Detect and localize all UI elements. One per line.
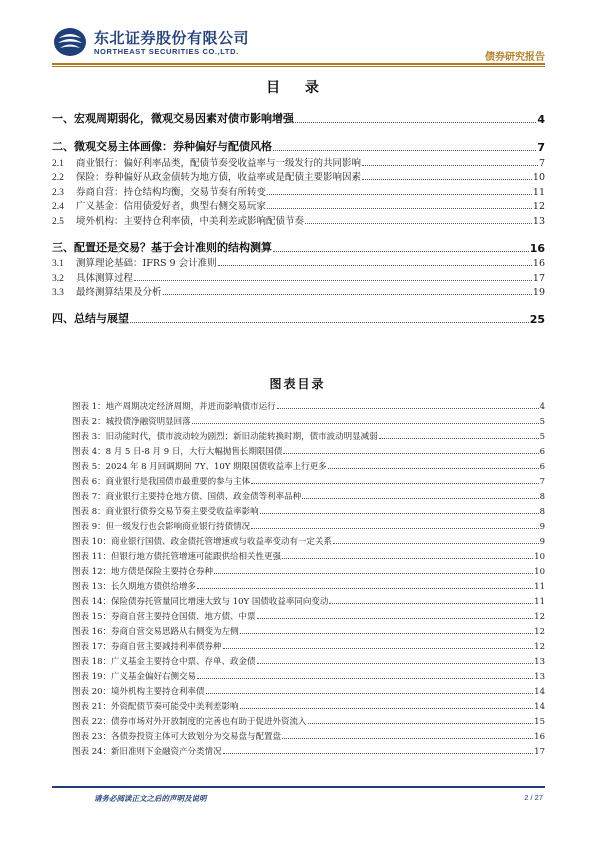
section-gap: [52, 298, 545, 306]
figure-entry-label: 图表 22：债券市场对外开放制度的完善也有助于促进外资流入: [72, 717, 307, 727]
figure-entry[interactable]: [72, 712, 545, 727]
toc-title: 目 录: [266, 80, 329, 96]
figure-entry-page: 13: [534, 672, 545, 682]
figure-entry-label: 图表 13：长久期地方债供给增多: [72, 582, 197, 592]
figure-entry[interactable]: [72, 682, 545, 697]
toc-subsection[interactable]: [52, 255, 545, 270]
toc-section-page: 4: [537, 113, 545, 126]
dot-leader: [163, 294, 532, 295]
figure-entry-label: 图表 17：券商自营主要减持利率债券种: [72, 642, 222, 652]
dot-leader: [130, 322, 529, 323]
figure-entry-label: 图表 3：旧动能时代，债市波动较为剧烈；新旧动能转换时期，债市波动明显减弱: [72, 432, 378, 442]
figure-entry[interactable]: [72, 442, 545, 457]
figure-entry[interactable]: [72, 652, 545, 667]
toc-subsection[interactable]: [52, 198, 545, 213]
dot-leader: [251, 528, 538, 529]
dot-leader: [329, 603, 533, 604]
figure-entry-page: 6: [539, 447, 545, 457]
figure-entry[interactable]: [72, 577, 545, 592]
toc-subsection-text: 具体测算过程: [76, 272, 134, 284]
figure-entry-label: 图表 20：境外机构主要持仓利率债: [72, 687, 205, 697]
toc-section[interactable]: [52, 136, 545, 154]
figure-entry[interactable]: [72, 697, 545, 712]
figure-entry-page: 17: [534, 747, 545, 757]
toc-section-page: 25: [529, 313, 545, 326]
figure-entry[interactable]: [72, 607, 545, 622]
section-gap: [52, 227, 545, 235]
toc-subsection-text: 广义基金：信用债爱好者，典型右侧交易玩家: [76, 201, 267, 212]
dot-leader: [333, 543, 539, 544]
figure-entry-page: 12: [534, 642, 545, 652]
figure-entry-page: 5: [539, 432, 545, 442]
figure-entry-label: 图表 18：广义基金主要持仓中票、存单、政金债: [72, 657, 256, 667]
figure-entry-label: 图表 14：保险债券托管量同比增速大致与 10Y 国债收益率同向变动: [72, 597, 329, 607]
page-indicator: 2 / 27: [524, 793, 543, 802]
figure-entry-label: 图表 21：外资配债节奏可能受中美利差影响: [72, 702, 239, 712]
toc-subsection-text: 券商自营：持仓结构均衡，交易节奏有所转变: [76, 186, 267, 198]
figure-entry-page: 11: [534, 582, 545, 592]
figure-entry-label: 图表 4：8 月 5 日-8 月 9 日，大行大幅抛售长期限国债: [72, 447, 283, 457]
toc-subsection-page: 10: [532, 172, 545, 183]
dot-leader: [197, 588, 533, 589]
toc-subsection[interactable]: [52, 183, 545, 198]
figure-entry-page: 12: [534, 627, 545, 637]
toc-subsection-label: [52, 284, 162, 298]
dot-leader: [295, 122, 536, 123]
figure-entry[interactable]: [72, 472, 545, 487]
toc-subsection-text: 保险：券种偏好从政金债转为地方债，收益率或是配债主要影响因素: [76, 172, 362, 183]
dot-leader: [308, 723, 534, 724]
figure-entry-page: 8: [539, 507, 545, 517]
dot-leader: [197, 678, 533, 679]
figure-entry-label: 图表 7：商业银行主要持仓地方债、国债、政金债等利率品种: [72, 492, 302, 502]
dot-leader: [257, 618, 534, 619]
figure-entry-label: 图表 6：商业银行是我国债市最重要的参与主体: [72, 477, 251, 487]
figure-entry-page: 12: [534, 612, 545, 622]
toc-subsection-text: 最终测算结果及分析: [76, 287, 162, 298]
company-name-cn: 东北证券股份有限公司: [94, 29, 250, 47]
toc-subsection-number: 2.2: [52, 173, 64, 183]
toc-subsection-label: [52, 255, 217, 269]
figure-entry-page: 10: [534, 567, 545, 577]
figure-entry-label: 图表 16：券商自营交易思路从右侧变为左侧: [72, 627, 239, 637]
figures-title: 图表目录: [269, 377, 326, 391]
toc-subsection-page: 13: [532, 215, 545, 227]
toc-section-page: 7: [537, 141, 545, 154]
figure-entry[interactable]: [72, 427, 545, 442]
toc-subsection-page: 11: [532, 186, 545, 198]
figure-entry-page: 9: [539, 537, 545, 547]
dot-leader: [134, 280, 532, 281]
toc-subsection[interactable]: [52, 154, 545, 169]
dot-leader: [251, 483, 538, 484]
figure-entry-page: 6: [539, 462, 545, 472]
figure-entry[interactable]: [72, 502, 545, 517]
dot-leader: [223, 753, 534, 754]
toc-subsection-number: 2.1: [52, 158, 64, 169]
dot-leader: [240, 708, 534, 709]
figure-entry-page: 9: [539, 522, 545, 532]
toc-section[interactable]: [52, 108, 545, 126]
figure-entry[interactable]: [72, 532, 545, 547]
figure-entry[interactable]: [72, 622, 545, 637]
figure-entry-page: 10: [534, 552, 545, 562]
toc-section[interactable]: [52, 237, 545, 255]
figure-entry[interactable]: [72, 397, 545, 412]
dot-leader: [282, 738, 533, 739]
toc-subsection-number: 3.2: [52, 273, 64, 284]
toc-section-label: 四、总结与展望: [52, 312, 129, 325]
toc-subsection-number: 2.3: [52, 187, 64, 198]
toc-subsection-label: [52, 184, 266, 198]
toc-subsection-label: [52, 213, 304, 227]
figure-entry-label: 图表 19：广义基金偏好右侧交易: [72, 672, 197, 682]
toc-subsection-label: [52, 155, 361, 169]
figure-entry[interactable]: [72, 487, 545, 502]
figure-entry-label: 图表 23：各债券投资主体可大致划分为交易盘与配置盘: [72, 732, 282, 742]
figure-entry-page: 11: [534, 597, 545, 607]
toc-subsection-label: [52, 169, 361, 183]
dot-leader: [218, 265, 532, 266]
toc-subsection-page: 7: [538, 157, 545, 169]
dot-leader: [192, 423, 539, 424]
figure-entry[interactable]: [72, 727, 545, 742]
dot-leader: [305, 223, 532, 224]
figure-entry[interactable]: [72, 412, 545, 427]
figure-entry[interactable]: [72, 592, 545, 607]
toc-section[interactable]: [52, 308, 545, 326]
figure-list: [72, 397, 545, 757]
figure-entry[interactable]: [72, 667, 545, 682]
figure-entry[interactable]: [72, 547, 545, 562]
toc-subsection[interactable]: [52, 284, 545, 299]
toc-subsection-text: 境外机构：主要持仓利率债，中美利差或影响配债节奏: [76, 215, 305, 227]
dot-leader: [302, 498, 538, 499]
figure-entry[interactable]: [72, 517, 545, 532]
dot-leader: [223, 648, 534, 649]
toc-subsection-page: 16: [532, 258, 545, 269]
section-gap: [52, 126, 545, 134]
toc-subsection[interactable]: [52, 169, 545, 184]
figure-entry-page: 7: [539, 477, 545, 487]
figure-entry-label: 图表 10：商业银行国债、政金债托管增速或与收益率变动有一定关系: [72, 537, 333, 547]
figure-entry-label: 图表 1：地产周期决定经济周期，并进而影响债市运行: [72, 402, 276, 412]
toc-subsection-number: 2.4: [52, 202, 64, 212]
toc-subsection-number: 3.3: [52, 288, 64, 298]
toc-subsection-page: 17: [532, 272, 545, 284]
figure-entry-label: 图表 2：城投债净融资明显回落: [72, 417, 191, 427]
toc-subsection-text: 商业银行：偏好利率品类，配债节奏受收益率与一级发行的共同影响: [76, 157, 362, 169]
toc-section-label: 一、宏观周期弱化，微观交易因素对债市影响增强: [52, 112, 294, 125]
figure-entry-page: 13: [534, 657, 545, 667]
toc-subsection-page: 12: [532, 201, 545, 212]
figure-entry-page: 14: [534, 687, 545, 697]
page-header: [52, 22, 545, 64]
dot-leader: [283, 453, 538, 454]
footer-divider: [52, 786, 545, 788]
figure-entry-label: 图表 5：2024 年 8 月回调期间 7Y、10Y 期限国债收益率上行更多: [72, 462, 327, 472]
dot-leader: [273, 251, 529, 252]
figure-entry-page: 5: [539, 417, 545, 427]
toc-subsection[interactable]: [52, 212, 545, 227]
toc-subsection-text: 测算理论基础：IFRS 9 会计准则: [76, 258, 217, 269]
report-type-label: 债券研究报告: [485, 52, 545, 63]
figure-entry[interactable]: [72, 637, 545, 652]
dot-leader: [379, 438, 539, 439]
dot-leader: [260, 513, 539, 514]
toc-section-label: 二、微观交易主体画像：券种偏好与配债风格: [52, 140, 272, 153]
toc-subsection-number: 3.1: [52, 259, 64, 269]
figure-entry-label: 图表 9：但一级发行也会影响商业银行持债情况: [72, 522, 251, 532]
company-name-en: NORTHEAST SECURITIES CO.,LTD.: [94, 47, 239, 56]
dot-leader: [328, 468, 539, 469]
figure-entry-label: 图表 11：但银行地方债托管增速可能跟供给相关性更强: [72, 552, 282, 562]
toc-subsection-number: 2.5: [52, 216, 64, 227]
figure-entry-page: 8: [539, 492, 545, 502]
header-divider: [52, 63, 545, 65]
toc-subsection[interactable]: [52, 269, 545, 284]
figure-entry-page: 4: [539, 402, 545, 412]
toc-section-page: 16: [529, 241, 545, 255]
dot-leader: [267, 194, 532, 195]
figure-entry-label: 图表 24：新旧准则下金融资产分类情况: [72, 747, 222, 757]
dot-leader: [240, 633, 534, 634]
dot-leader: [282, 558, 533, 559]
dot-leader: [267, 208, 532, 209]
figure-entry[interactable]: [72, 742, 545, 757]
toc-subsection-page: 19: [532, 287, 545, 298]
toc-subsection-label: [52, 270, 133, 284]
dot-leader: [277, 408, 539, 409]
figure-entry-page: 14: [534, 702, 545, 712]
toc-section-label: 三、配置还是交易？基于会计准则的结构测算: [52, 240, 272, 254]
company-logo-icon: [52, 26, 88, 58]
figure-entry[interactable]: [72, 457, 545, 472]
figure-entry-page: 16: [534, 732, 545, 742]
dot-leader: [362, 179, 532, 180]
figure-entry-label: 图表 12：地方债是保险主要持仓券种: [72, 567, 214, 577]
dot-leader: [257, 663, 534, 664]
toc-subsection-label: [52, 198, 266, 212]
dot-leader: [273, 150, 536, 151]
header-divider-thin: [52, 66, 545, 67]
footer-disclaimer[interactable]: 请务必阅读正文之后的声明及说明: [94, 794, 207, 803]
dot-leader: [362, 165, 538, 166]
figure-entry-label: 图表 8：商业银行债券交易节奏主要受收益率影响: [72, 507, 259, 517]
figure-entry-label: 图表 15：券商自营主要持仓国债、地方债、中票: [72, 612, 256, 622]
figure-entry[interactable]: [72, 562, 545, 577]
table-of-contents: [52, 108, 545, 326]
dot-leader: [214, 573, 533, 574]
dot-leader: [206, 693, 534, 694]
figure-entry-page: 15: [534, 717, 545, 727]
